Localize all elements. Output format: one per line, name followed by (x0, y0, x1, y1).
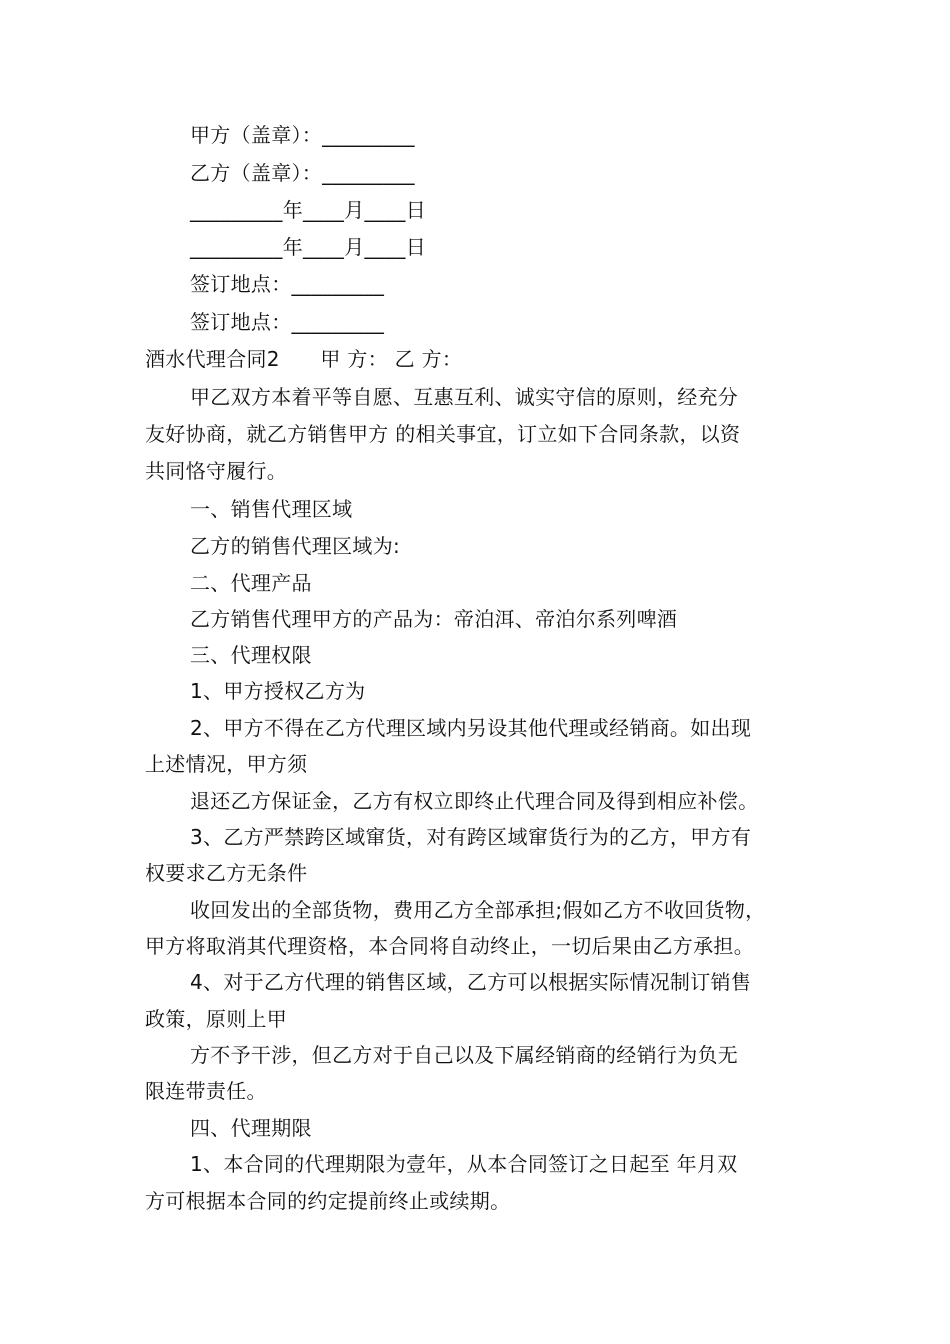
paragraph-line: 1、甲方授权乙方为 (190, 679, 366, 703)
paragraph-line: 1、本合同的代理期限为壹年，从本合同签订之日起至 年月双 (190, 1152, 738, 1176)
signing-place-line: 签订地点：_________ (190, 272, 385, 296)
section-heading: 二、代理产品 (190, 571, 312, 595)
paragraph-line: 共同恪守履行。 (145, 459, 288, 483)
paragraph-line: 4、对于乙方代理的销售区域，乙方可以根据实际情况制订销售 (190, 970, 752, 994)
section-heading: 一、销售代理区域 (190, 497, 353, 521)
party-a-seal-line: 甲方（盖章）：_________ (190, 123, 415, 147)
paragraph-line: 甲方将取消其代理资格，本合同将自动终止，一切后果由乙方承担。 (145, 934, 754, 958)
paragraph-line: 收回发出的全部货物，费用乙方全部承担;假如乙方不收回货物， (190, 898, 766, 922)
contract-heading: 酒水代理合同2 甲 方： 乙 方： (145, 347, 463, 371)
paragraph-line: 政策，原则上甲 (145, 1007, 288, 1031)
signing-place-line: 签订地点：_________ (190, 310, 385, 334)
paragraph-line: 乙方的销售代理区域为: (190, 534, 401, 558)
date-line: _________年____月____日 (190, 198, 426, 222)
party-b-seal-line: 乙方（盖章）：_________ (190, 161, 415, 185)
paragraph-line: 3、乙方严禁跨区域窜货，对有跨区域窜货行为的乙方，甲方有 (190, 825, 752, 849)
paragraph-line: 退还乙方保证金，乙方有权立即终止代理合同及得到相应补偿。 (190, 789, 759, 813)
paragraph-line: 乙方销售代理甲方的产品为：帝泊洱、帝泊尔系列啤酒 (190, 607, 678, 631)
section-heading: 三、代理权限 (190, 643, 312, 667)
paragraph-line: 友好协商，就乙方销售甲方 的相关事宜，订立如下合同条款，以资 (145, 422, 741, 446)
paragraph-line: 限连带责任。 (145, 1079, 267, 1103)
paragraph-line: 权要求乙方无条件 (145, 861, 308, 885)
paragraph-line: 2、甲方不得在乙方代理区域内另设其他代理或经销商。如出现 (190, 716, 752, 740)
paragraph-line: 方可根据本合同的约定提前终止或续期。 (145, 1189, 511, 1213)
paragraph-line: 上述情况，甲方须 (145, 752, 308, 776)
paragraph-line: 方不予干涉，但乙方对于自己以及下属经销商的经销行为负无 (190, 1043, 739, 1067)
paragraph-line: 甲乙双方本着平等自愿、互惠互利、诚实守信的原则，经充分 (190, 385, 739, 409)
section-heading: 四、代理期限 (190, 1116, 312, 1140)
date-line: _________年____月____日 (190, 235, 426, 259)
